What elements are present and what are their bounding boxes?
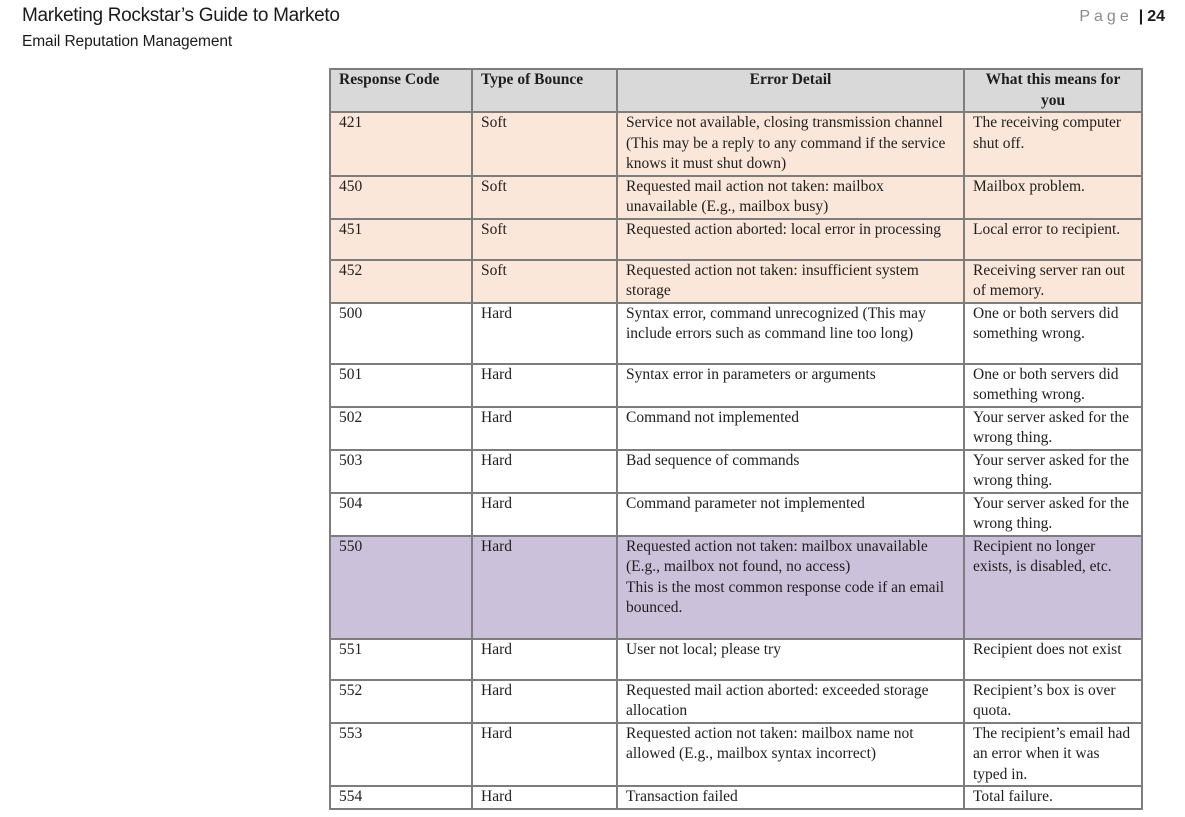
cell-meaning: Receiving server ran out of memory. bbox=[964, 260, 1142, 303]
cell-error-detail bbox=[617, 639, 964, 680]
error-detail-text: Syntax error in parameters or arguments bbox=[626, 365, 876, 383]
cell-error-detail bbox=[617, 407, 964, 450]
cell-response-code: 553 bbox=[330, 723, 472, 787]
table-row bbox=[330, 536, 1142, 639]
cell-meaning: The receiving computer shut off. bbox=[964, 112, 1142, 176]
error-detail-text: Bad sequence of commands bbox=[626, 451, 800, 469]
error-detail-text: Requested action not taken: insufficient system storage bbox=[626, 261, 919, 299]
error-detail-text: Service not available, closing transmission channel (This may be a reply to any command if the service knows it must shut down) bbox=[626, 114, 946, 172]
cell-bounce-type: Hard bbox=[472, 407, 617, 450]
error-detail-text: Requested action not taken: mailbox unavailable (E.g., mailbox not found, no access) bbox=[626, 537, 928, 575]
cell-error-detail bbox=[617, 450, 964, 493]
cell-response-code: 554 bbox=[330, 786, 472, 809]
error-detail-text: Command parameter not implemented bbox=[626, 494, 865, 512]
table-row bbox=[330, 680, 1142, 723]
cell-response-code: 421 bbox=[330, 112, 472, 176]
table-row bbox=[330, 786, 1142, 809]
cell-meaning: Mailbox problem. bbox=[964, 176, 1142, 219]
cell-meaning: Local error to recipient. bbox=[964, 219, 1142, 260]
error-detail-text: Requested mail action not taken: mailbox unavailable (E.g., mailbox busy) bbox=[626, 177, 884, 215]
book-title: Marketing Rockstar’s Guide to Marketo bbox=[22, 5, 340, 26]
cell-response-code: 500 bbox=[330, 303, 472, 364]
cell-meaning: Recipient no longer exists, is disabled, etc. bbox=[964, 536, 1142, 639]
cell-response-code: 452 bbox=[330, 260, 472, 303]
cell-error-detail bbox=[617, 364, 964, 407]
cell-bounce-type: Hard bbox=[472, 493, 617, 536]
cell-error-detail bbox=[617, 493, 964, 536]
cell-bounce-type: Hard bbox=[472, 536, 617, 639]
table-row bbox=[330, 450, 1142, 493]
table-row bbox=[330, 407, 1142, 450]
cell-bounce-type: Hard bbox=[472, 786, 617, 809]
cell-bounce-type: Soft bbox=[472, 176, 617, 219]
cell-bounce-type: Hard bbox=[472, 364, 617, 407]
error-detail-text: Requested action not taken: mailbox name not allowed (E.g., mailbox syntax incorrect) bbox=[626, 724, 914, 762]
cell-response-code: 450 bbox=[330, 176, 472, 219]
error-detail-text: User not local; please try bbox=[626, 640, 781, 658]
page-separator: | bbox=[1138, 8, 1144, 25]
page-number-indicator bbox=[1079, 8, 1165, 26]
cell-bounce-type: Soft bbox=[472, 219, 617, 260]
cell-meaning: One or both servers did something wrong. bbox=[964, 364, 1142, 407]
column-header-error-detail: Error Detail bbox=[617, 69, 964, 112]
column-header-meaning: What this means for you bbox=[964, 69, 1142, 112]
cell-error-detail bbox=[617, 219, 964, 260]
table-row bbox=[330, 364, 1142, 407]
cell-response-code: 501 bbox=[330, 364, 472, 407]
cell-response-code: 550 bbox=[330, 536, 472, 639]
cell-meaning: The recipient’s email had an error when it was typed in. bbox=[964, 723, 1142, 787]
cell-response-code: 551 bbox=[330, 639, 472, 680]
table-row bbox=[330, 260, 1142, 303]
cell-meaning: One or both servers did something wrong. bbox=[964, 303, 1142, 364]
cell-error-detail bbox=[617, 536, 964, 639]
table-row bbox=[330, 493, 1142, 536]
cell-bounce-type: Hard bbox=[472, 303, 617, 364]
table-row bbox=[330, 303, 1142, 364]
table-header-row bbox=[330, 69, 1142, 112]
cell-meaning: Recipient’s box is over quota. bbox=[964, 680, 1142, 723]
table-row bbox=[330, 176, 1142, 219]
cell-bounce-type: Hard bbox=[472, 450, 617, 493]
cell-error-detail bbox=[617, 303, 964, 364]
cell-bounce-type: Hard bbox=[472, 723, 617, 787]
error-detail-text: Transaction failed bbox=[626, 788, 738, 805]
cell-error-detail bbox=[617, 176, 964, 219]
cell-meaning: Recipient does not exist bbox=[964, 639, 1142, 680]
cell-error-detail bbox=[617, 680, 964, 723]
cell-meaning: Your server asked for the wrong thing. bbox=[964, 450, 1142, 493]
cell-bounce-type: Soft bbox=[472, 112, 617, 176]
error-detail-text: Command not implemented bbox=[626, 408, 800, 426]
cell-error-detail bbox=[617, 112, 964, 176]
table-row bbox=[330, 219, 1142, 260]
table-row bbox=[330, 112, 1142, 176]
bounce-code-table bbox=[329, 68, 1143, 810]
cell-meaning: Your server asked for the wrong thing. bbox=[964, 493, 1142, 536]
page-label: Page bbox=[1079, 8, 1133, 25]
cell-meaning: Your server asked for the wrong thing. bbox=[964, 407, 1142, 450]
cell-bounce-type: Hard bbox=[472, 680, 617, 723]
table-row bbox=[330, 639, 1142, 680]
cell-response-code: 552 bbox=[330, 680, 472, 723]
column-header-type-of-bounce: Type of Bounce bbox=[472, 69, 617, 112]
error-detail-text: Requested mail action aborted: exceeded storage allocation bbox=[626, 681, 929, 719]
cell-bounce-type: Soft bbox=[472, 260, 617, 303]
error-detail-text: Requested action aborted: local error in processing bbox=[626, 220, 942, 238]
cell-response-code: 451 bbox=[330, 219, 472, 260]
cell-response-code: 502 bbox=[330, 407, 472, 450]
cell-response-code: 504 bbox=[330, 493, 472, 536]
cell-meaning: Total failure. bbox=[964, 786, 1142, 809]
cell-error-detail bbox=[617, 723, 964, 787]
cell-response-code: 503 bbox=[330, 450, 472, 493]
cell-bounce-type: Hard bbox=[472, 639, 617, 680]
page-number: 24 bbox=[1147, 8, 1165, 25]
cell-error-detail bbox=[617, 260, 964, 303]
error-detail-text: This is the most common response code if an email bounced. bbox=[626, 578, 945, 616]
cell-error-detail bbox=[617, 786, 964, 809]
column-header-response-code: Response Code bbox=[330, 69, 472, 112]
section-title: Email Reputation Management bbox=[22, 33, 233, 50]
error-detail-text: Syntax error, command unrecognized (This may include errors such as command line too long) bbox=[626, 304, 926, 342]
table-row bbox=[330, 723, 1142, 787]
